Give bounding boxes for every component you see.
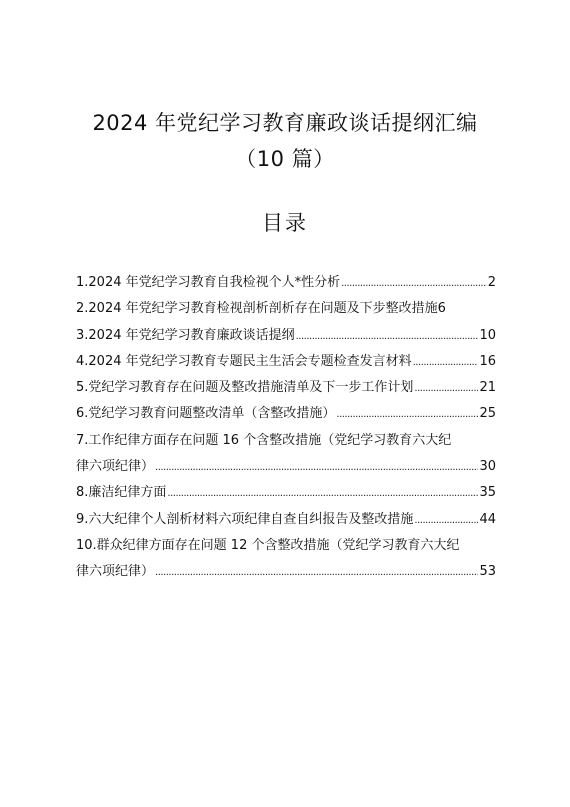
toc-entry-title: 4.2024 年党纪学习教育专题民主生活会专题检查发言材料: [76, 353, 412, 369]
toc-page-number: 30: [479, 459, 496, 475]
toc-page-number: 53: [479, 564, 496, 580]
toc-entry-9[interactable]: [76, 507, 496, 533]
toc-entry-7-line1[interactable]: [76, 428, 496, 454]
toc-entry-title: 3.2024 年党纪学习教育廉政谈话提纲: [76, 327, 295, 343]
toc-entry-title: 9.六大纪律个人剖析材料六项纪律自查自纠报告及整改措施: [76, 511, 414, 527]
toc-heading: 目录: [262, 211, 308, 235]
toc-page-number: 35: [479, 485, 496, 501]
toc-entry-title: 8.廉洁纪律方面: [76, 485, 167, 501]
toc-entry-1[interactable]: [76, 270, 496, 296]
toc-page-number: 44: [479, 511, 496, 527]
document-title: 2024 年党纪学习教育廉政谈话提纲汇编: [92, 111, 478, 135]
toc-entry-10-line1[interactable]: [76, 533, 496, 559]
toc-leader-dots: [155, 455, 478, 481]
toc-entry-title-continued: 律六项纪律）: [76, 459, 155, 475]
toc-entry-3[interactable]: [76, 323, 496, 349]
toc-entry-2[interactable]: [76, 296, 496, 322]
toc-entry-7-line2[interactable]: [76, 454, 496, 480]
toc-page-number: 16: [479, 353, 496, 369]
toc-page-number: 21: [479, 380, 496, 396]
toc-entry-title: 2.2024 年党纪学习教育检视剖析剖析存在问题及下步整改措施: [76, 301, 438, 317]
toc-page-number: 6: [437, 301, 446, 317]
toc-entry-5[interactable]: [76, 375, 496, 401]
toc-entry-4[interactable]: [76, 349, 496, 375]
toc-leader-dots: [155, 560, 478, 586]
toc-page-number: 10: [479, 327, 496, 343]
toc-page-number: 2: [487, 275, 496, 290]
document-subtitle: （10 篇）: [235, 147, 335, 171]
toc-leader-dots: [413, 350, 479, 376]
toc-leader-dots: [414, 376, 478, 402]
toc-entry-title: 7.工作纪律方面存在问题 16 个含整改措施（党纪学习教育六大纪: [76, 432, 452, 448]
toc-entry-6[interactable]: [76, 401, 496, 427]
toc-entry-title-continued: 律六项纪律）: [76, 564, 155, 580]
toc-entry-title: 6.党纪学习教育问题整改清单（含整改措施）: [76, 406, 336, 422]
toc-leader-dots: [296, 324, 479, 350]
table-of-contents: [76, 270, 496, 586]
toc-leader-dots: [167, 481, 478, 507]
toc-entry-title: 5.党纪学习教育存在问题及整改措施清单及下一步工作计划: [76, 380, 414, 396]
toc-entry-10-line2[interactable]: [76, 559, 496, 585]
toc-leader-dots: [336, 402, 478, 428]
toc-entry-title: 1.2024 年党纪学习教育自我检视个人*性分析: [76, 275, 341, 290]
toc-page-number: 25: [479, 406, 496, 422]
toc-leader-dots: [414, 508, 478, 534]
toc-leader-dots: [341, 271, 487, 297]
toc-entry-title: 10.群众纪律方面存在问题 12 个含整改措施（党纪学习教育六大纪: [76, 537, 460, 553]
toc-entry-8[interactable]: [76, 480, 496, 506]
